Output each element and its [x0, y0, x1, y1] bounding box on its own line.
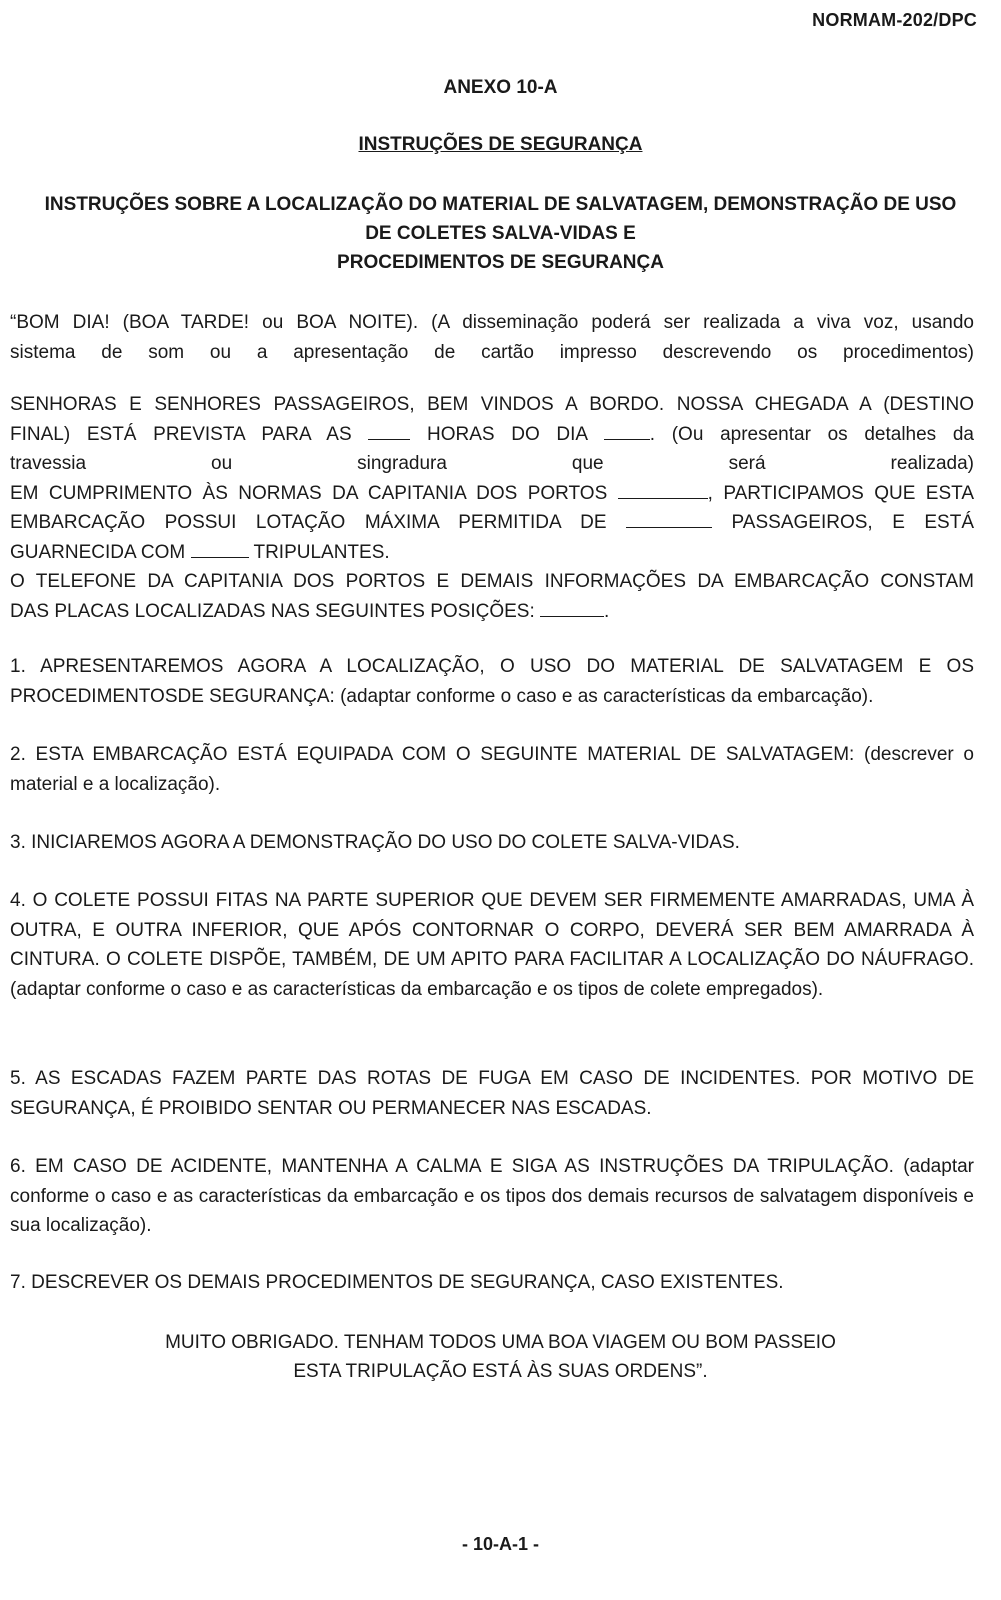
welcome-text: EMBARCAÇÃO POSSUI LOTAÇÃO MÁXIMA PERMITIDA DE: [10, 512, 627, 533]
list-item: [10, 1064, 974, 1123]
main-title: [10, 190, 991, 277]
list-item: [10, 828, 974, 858]
welcome-line: [10, 597, 974, 627]
list-item: [10, 1268, 974, 1298]
welcome-text: PASSAGEIROS, E ESTÁ: [712, 512, 974, 533]
instruction-item-3: 3. INICIAREMOS AGORA A DEMONSTRAÇÃO DO USO DO COLETE SALVA-VIDAS.: [10, 832, 740, 853]
welcome-text: EM CUMPRIMENTO ÀS NORMAS DA CAPITANIA DOS PORTOS: [10, 482, 618, 504]
list-item: [10, 1152, 974, 1241]
fill-in-blank-capacity: [626, 513, 712, 528]
welcome-text: GUARNECIDA COM: [10, 541, 191, 563]
instruction-item-6: 6. EM CASO DE ACIDENTE, MANTENHA A CALMA E SIGA AS INSTRUÇÕES DA TRIPULAÇÃO. (adaptar conforme o caso e as características da embarcação e os tipos dos demais recursos de salvatagem disponíveis e sua localização).: [10, 1156, 974, 1236]
main-title-line: DE COLETES SALVA-VIDAS E: [365, 223, 636, 244]
annex-title: ANEXO 10-A: [443, 77, 558, 98]
section-title: INSTRUÇÕES DE SEGURANÇA: [358, 134, 643, 155]
closing-message: [0, 1328, 1001, 1386]
main-title-line: PROCEDIMENTOS DE SEGURANÇA: [337, 252, 664, 273]
welcome-text: TRIPULANTES.: [248, 541, 390, 563]
welcome-line: [10, 420, 974, 450]
page-number: - 10-A-1 -: [461, 1534, 539, 1554]
welcome-text: . (Ou apresentar os detalhes da: [649, 423, 974, 445]
fill-in-blank-positions: [540, 602, 604, 617]
welcome-line: [10, 538, 974, 568]
instruction-item-7: 7. DESCREVER OS DEMAIS PROCEDIMENTOS DE SEGURANÇA, CASO EXISTENTES.: [10, 1272, 784, 1293]
welcome-line: travessia ou singradura que será realizada): [10, 453, 974, 474]
instruction-item-4: 4. O COLETE POSSUI FITAS NA PARTE SUPERIOR QUE DEVEM SER FIRMEMENTE AMARRADAS, UMA À OUTRA, E OUTRA INFERIOR, QUE APÓS CONTORNAR O CORPO, DEVERÁ SER BEM AMARRADA À CINTURA. O COLETE DISPÕE, TAMBÉM, DE UM APITO PARA FACILITAR A LOCALIZAÇÃO DO NÁUFRAGO. (adaptar conforme o caso e as características da embarcação e os tipos de colete empregados).: [10, 890, 974, 1000]
intro-paragraph: [10, 308, 974, 367]
list-item: [10, 886, 974, 1004]
fill-in-blank-port-authority: [618, 484, 708, 499]
instruction-item-5: 5. AS ESCADAS FAZEM PARTE DAS ROTAS DE FUGA EM CASO DE INCIDENTES. POR MOTIVO DE SEGURANÇA, É PROIBIDO SENTAR OU PERMANECER NAS ESCADAS.: [10, 1068, 974, 1119]
closing-line: ESTA TRIPULAÇÃO ESTÁ ÀS SUAS ORDENS”.: [293, 1361, 708, 1382]
document-code: NORMAM-202/DPC: [812, 10, 977, 30]
closing-line: MUITO OBRIGADO. TENHAM TODOS UMA BOA VIAGEM OU BOM PASSEIO: [165, 1332, 836, 1353]
list-item: [10, 740, 974, 799]
instruction-item-1: 1. APRESENTAREMOS AGORA A LOCALIZAÇÃO, O USO DO MATERIAL DE SALVATAGEM E OS PROCEDIMENTOSDE SEGURANÇA: (adaptar conforme o caso e as características da embarcação).: [10, 656, 974, 707]
fill-in-blank-crew: [191, 543, 249, 558]
welcome-line: [10, 479, 974, 509]
welcome-text: FINAL) ESTÁ PREVISTA PARA AS: [10, 423, 369, 445]
intro-line: sistema de som ou a apresentação de cartão impresso descrevendo os procedimentos): [10, 341, 974, 363]
intro-line: “BOM DIA! (BOA TARDE! ou BOA NOITE). (A disseminação poderá ser realizada a viva voz, usando: [10, 312, 974, 333]
welcome-line: O TELEFONE DA CAPITANIA DOS PORTOS E DEMAIS INFORMAÇÕES DA EMBARCAÇÃO CONSTAM: [10, 571, 974, 592]
welcome-line: SENHORAS E SENHORES PASSAGEIROS, BEM VINDOS A BORDO. NOSSA CHEGADA A (DESTINO: [10, 394, 974, 415]
welcome-text: .: [604, 600, 610, 622]
welcome-text: HORAS DO DIA: [410, 423, 604, 445]
instruction-item-2: 2. ESTA EMBARCAÇÃO ESTÁ EQUIPADA COM O SEGUINTE MATERIAL DE SALVATAGEM: (descrever o material e a localização).: [10, 744, 974, 795]
welcome-text: DAS PLACAS LOCALIZADAS NAS SEGUINTES POSIÇÕES:: [10, 600, 541, 622]
welcome-text: , PARTICIPAMOS QUE ESTA: [707, 482, 974, 504]
fill-in-blank-hours: [368, 425, 410, 440]
welcome-paragraph: [10, 390, 974, 626]
list-item: [10, 652, 974, 711]
fill-in-blank-day: [604, 425, 650, 440]
main-title-line: INSTRUÇÕES SOBRE A LOCALIZAÇÃO DO MATERIAL DE SALVATAGEM, DEMONSTRAÇÃO DE USO: [44, 194, 957, 215]
welcome-line: [10, 508, 974, 538]
